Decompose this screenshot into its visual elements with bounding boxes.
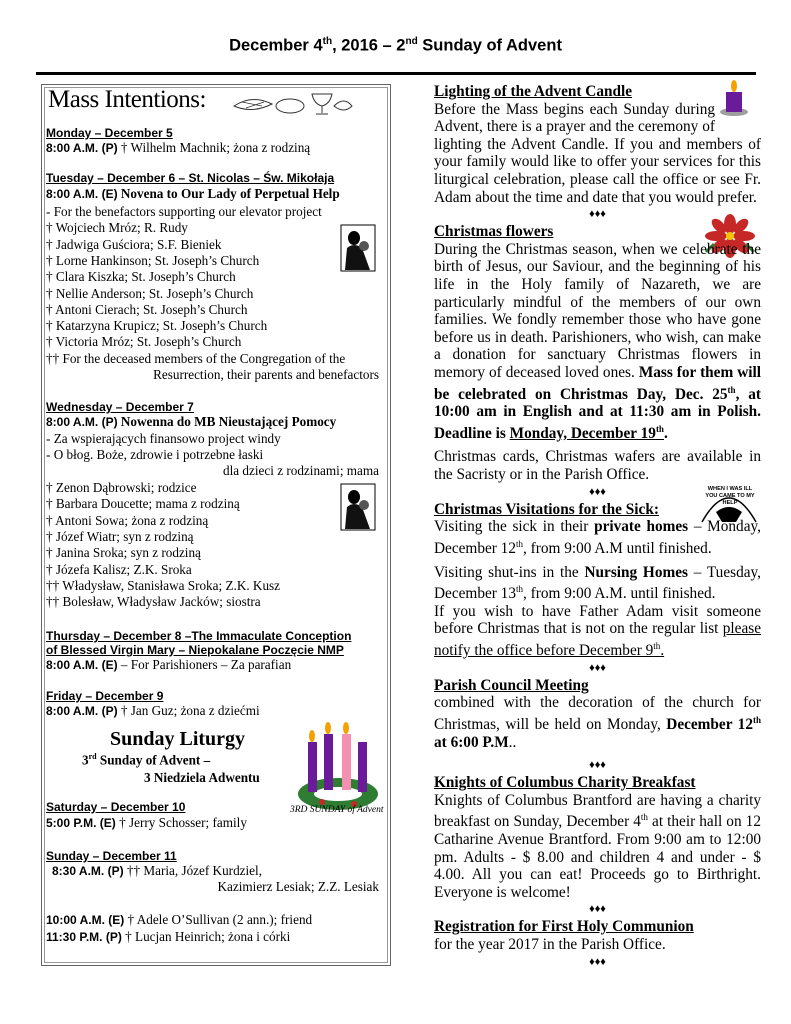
intention-line: 8:00 A.M. (P) † Wilhelm Machnik; żona z rodziną xyxy=(46,140,311,155)
intention-line: † Wojciech Mróz; R. Rudy xyxy=(46,220,188,236)
paragraph-sick-3: If you wish to have Father Adam visit someone before Christmas that is not on the regular list please notify the office before December 9th. xyxy=(434,602,761,660)
our-lady-icon xyxy=(340,224,376,272)
diamond-divider: ♦♦♦ xyxy=(589,485,606,498)
diamond-divider: ♦♦♦ xyxy=(589,903,606,916)
heading-saturday: Saturday – December 10 xyxy=(46,800,186,814)
paragraph-candle: Before the Mass begins each Sunday during Advent, there is a prayer and the ceremony of lighting the Advent Candle. If you and members of your family would like to offer your services for this liturgical celebration, please call the office or see Fr. Adam about the time and date that you would prefer. xyxy=(434,100,761,206)
mass-intentions-title: Mass Intentions: xyxy=(48,86,206,113)
paragraph-council: combined with the decoration of the church for Christmas, will be held on Monday, December 12th at 6:00 P.M.. xyxy=(434,694,761,751)
paragraph-sick-2: Visiting shut-ins in the Nursing Homes – Tuesday, December 13th, from 9:00 A.M. until finished. xyxy=(434,563,761,603)
paragraph-first-communion: for the year 2017 in the Parish Office. xyxy=(434,936,666,953)
paragraph-flowers: During the Christmas season, when we celebrate the birth of Jesus, our Saviour, and the beginning of his life in the Holy family of Nazareth, we are particularly mindful of the members of our own families. We fondly remember those who have gone before us in death. Parishioners, who wish, can make a donation for sanctuary Christmas flowers in memory of deceased loved ones. Mass for them will be celebrated on Christmas Day, Dec. 25th, at 10:00 am in English and at 11:30 am in Polish. Deadline is Monday, December 19th. xyxy=(434,240,762,442)
heading-advent-candle: Lighting of the Advent Candle xyxy=(434,83,633,100)
intention-line: Resurrection, their parents and benefactors xyxy=(153,367,379,382)
intention-line: Kazimierz Lesiak; Z.Z. Lesiak xyxy=(217,879,379,894)
intention-line: - O błog. Boże, zdrowie i potrzebne łaski xyxy=(46,447,264,463)
intention-line: † Nellie Anderson; St. Joseph’s Church xyxy=(46,285,254,301)
intention-line: †† For the deceased members of the Congregation of the xyxy=(46,350,346,366)
title-rule xyxy=(36,72,756,75)
niedziela-line: 3 Niedziela Adwentu xyxy=(144,770,260,785)
intention-line: 5:00 P.M. (E) † Jerry Schosser; family xyxy=(46,815,247,830)
heading-friday: Friday – December 9 xyxy=(46,689,164,703)
our-lady-icon xyxy=(340,483,376,531)
diamond-divider: ♦♦♦ xyxy=(589,955,606,968)
heading-first-communion: Registration for First Holy Communion xyxy=(434,918,694,936)
sunday-liturgy-heading: Sunday Liturgy xyxy=(110,728,246,750)
intention-line: 8:00 A.M. (E) – For Parishioners – Za parafian xyxy=(46,657,292,672)
paragraph-cards: Christmas cards, Christmas wafers are available in the Sacristy or in the Parish Office. xyxy=(434,448,761,484)
diamond-divider: ♦♦♦ xyxy=(589,759,606,772)
intention-line: - Za wspierających finansowo project windy xyxy=(46,431,281,446)
intention-line: †† Władysław, Stanisława Sroka; Z.K. Kusz xyxy=(46,577,281,593)
sick-icon-text: WHEN I WAS ILL YOU CAME TO MY HELP xyxy=(705,486,755,506)
heading-parish-council: Parish Council Meeting xyxy=(434,676,589,694)
intention-line: † Antoni Cierach; St. Joseph’s Church xyxy=(46,301,248,317)
sunday-of-advent-line: 3rd Sunday of Advent – xyxy=(82,752,211,768)
heading-wednesday: Wednesday – December 7 xyxy=(46,400,194,414)
advent-caption: 3RD SUNDAY of Advent xyxy=(290,805,384,815)
diamond-divider: ♦♦♦ xyxy=(589,208,606,221)
bread-chalice-icon xyxy=(232,88,354,118)
intention-line: †† Bolesław, Władysław Jacków; siostra xyxy=(46,594,261,610)
heading-knights-of-columbus: Knights of Columbus Charity Breakfast xyxy=(434,774,696,792)
intention-line: † Zenon Dąbrowski; rodzice xyxy=(46,480,197,495)
heading-christmas-flowers: Christmas flowers xyxy=(434,223,554,241)
heading-monday: Monday – December 5 xyxy=(46,126,173,140)
intention-line: † Victoria Mróz; St. Joseph’s Church xyxy=(46,334,242,350)
paragraph-knights: Knights of Columbus Brantford are having a charity breakfast on Sunday, December 4th at their hall on 12 Catharine Avenue Brantford. From 9:00 am to 12:00 pm. Adults - $ 8.00 and children 4 and under - $ 4.00. All you can eat! Proceeds go to Birthright. Everyone is welcome! xyxy=(434,791,761,901)
intention-line: 8:00 A.M. (P) Nowenna do MB Nieustającej Pomocy xyxy=(46,414,337,429)
intention-line: 8:30 A.M. (P) †† Maria, Józef Kurdziel, xyxy=(52,863,262,878)
right-column xyxy=(434,83,761,971)
diamond-divider: ♦♦♦ xyxy=(589,661,606,674)
intention-line: † Antoni Sowa; żona z rodziną xyxy=(46,512,209,528)
intention-line: † Barbara Doucette; mama z rodziną xyxy=(46,496,240,512)
heading-thursday-1: Thursday – December 8 –The Immaculate Conception xyxy=(46,629,352,643)
intention-line: † Clara Kiszka; St. Joseph’s Church xyxy=(46,269,236,285)
intention-line: 10:00 A.M. (E) † Adele O’Sullivan (2 ann.); friend xyxy=(46,912,313,927)
intention-line: 11:30 P.M. (P) † Lucjan Heinrich; żona i córki xyxy=(46,929,291,944)
heading-sunday: Sunday – December 11 xyxy=(46,849,177,863)
intention-line: † Katarzyna Krupicz; St. Joseph’s Church xyxy=(46,318,268,334)
intention-line: 8:00 A.M. (E) Novena to Our Lady of Perpetual Help xyxy=(46,186,340,201)
intention-line: † Lorne Hankinson; St. Joseph’s Church xyxy=(46,252,260,268)
intention-line: † Janina Sroka; syn z rodziną xyxy=(46,545,201,561)
intention-line: dla dzieci z rodzinami; mama xyxy=(223,463,379,478)
intention-line: † Józef Wiatr; syn z rodziną xyxy=(46,528,194,544)
intention-line: † Józefa Kalisz; Z.K. Sroka xyxy=(46,561,192,577)
page-title: December 4th, 2016 – 2nd Sunday of Advent xyxy=(229,36,562,55)
intention-line: 8:00 A.M. (P) † Jan Guz; żona z dziećmi xyxy=(46,703,260,718)
intention-line: † Jadwiga Guściora; S.F. Bieniek xyxy=(46,236,222,252)
heading-sick-visits: Christmas Visitations for the Sick: xyxy=(434,500,659,518)
paragraph-sick-1: Visiting the sick in their private homes – Monday, December 12th, from 9:00 A.M until finished. xyxy=(434,518,761,557)
heading-thursday-2: of Blessed Virgin Mary – Niepokalane Poczęcie NMP xyxy=(46,643,344,657)
intention-line: - For the benefactors supporting our elevator project xyxy=(46,204,322,219)
heading-tuesday: Tuesday – December 6 – St. Nicolas – Św. Mikołaja xyxy=(46,171,335,185)
